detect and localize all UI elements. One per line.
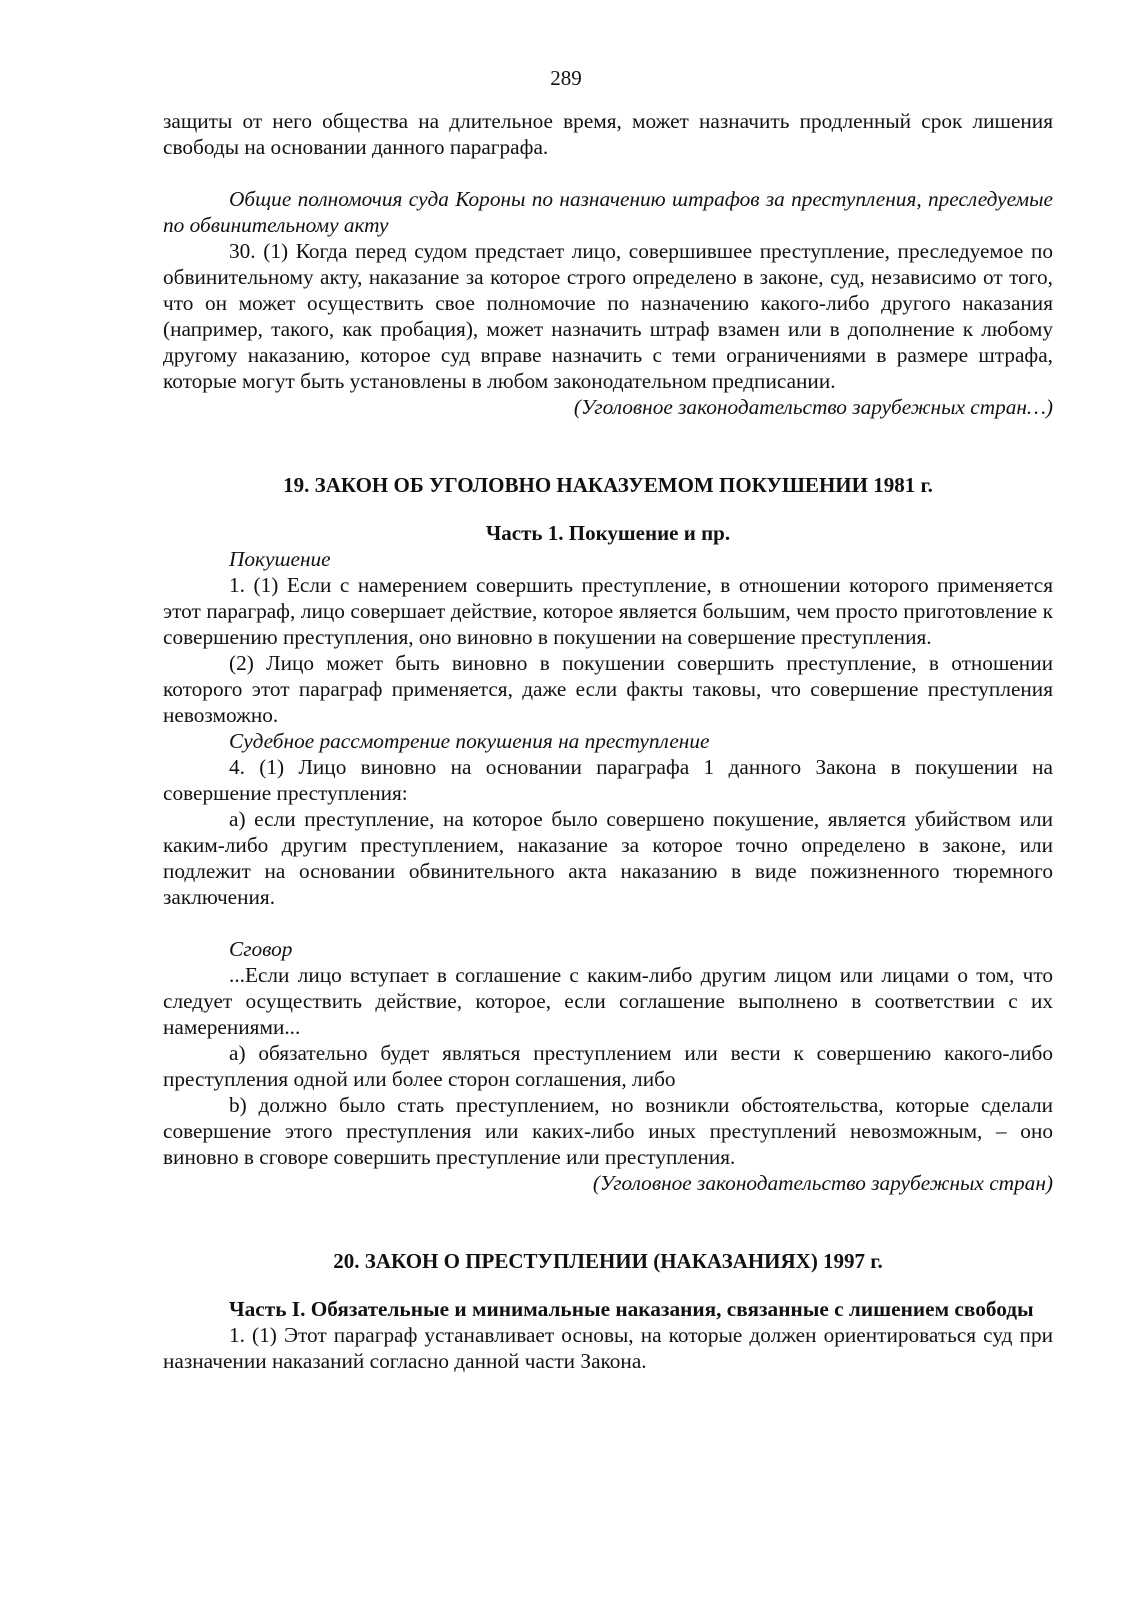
paragraph-30: 30. (1) Когда перед судом предстает лицо, совершившее преступление, преследуемое по обвинительному акту, наказание за которое строго определено в законе, суд, независимо от того, что он может осуществить свое полномочие по назначению какого-либо другого наказания (например, такого, как пробация), может назначить штраф взамен или в дополнение к любому другому наказанию, которое суд вправе назначить с теми ограничениями в размере штрафа, которые могут быть установлены в любом законодательном предписании.: [163, 239, 1053, 393]
paragraph-1-1: 1. (1) Если с намерением совершить преступление, в отношении которого применяется этот параграф, лицо совершает действие, которое является большим, чем просто приготовление к совершению преступления, оно виновно в покушении на совершение преступления.: [163, 573, 1053, 649]
heading-attempt: Покушение: [229, 547, 331, 571]
heading-conspiracy: Сговор: [229, 937, 293, 961]
heading-part-1: Часть 1. Покушение и пр.: [485, 521, 731, 545]
paragraph-4-a: a) если преступление, на которое было совершено покушение, является убийством или каким-либо другим преступлением, наказание за которое точно определено в законе, или подлежит на основании обвинительного акта наказанию в виде пожизненного тюремного заключения.: [163, 807, 1053, 909]
source-citation-2: (Уголовное законодательство зарубежных стран): [592, 1171, 1053, 1195]
paragraph-final: 1. (1) Этот параграф устанавливает основы, на которые должен ориентироваться суд при назначении наказаний согласно данной части Закона.: [163, 1323, 1053, 1373]
paragraph-conspiracy-b: b) должно было стать преступлением, но возникли обстоятельства, которые сделали совершение этого преступления или каких-либо иных преступлений невозможным, – оно виновно в сговоре совершить преступление или преступления.: [163, 1093, 1053, 1169]
heading-crown-court-powers: Общие полномочия суда Короны по назначению штрафов за преступления, преследуемые по обвинительному акту: [163, 187, 1053, 237]
paragraph-intro: защиты от него общества на длительное время, может назначить продленный срок лишения свободы на основании данного параграфа.: [163, 109, 1053, 159]
paragraph-conspiracy: ...Если лицо вступает в соглашение с каким-либо другим лицом или лицами о том, что следует осуществить действие, которое, если соглашение выполнено в соответствии с их намерениями...: [163, 963, 1053, 1039]
heading-law-19: 19. ЗАКОН ОБ УГОЛОВНО НАКАЗУЕМОМ ПОКУШЕНИИ 1981 г.: [283, 473, 933, 497]
heading-law-20: 20. ЗАКОН О ПРЕСТУПЛЕНИИ (НАКАЗАНИЯХ) 1997 г.: [333, 1249, 883, 1273]
paragraph-1-2: (2) Лицо может быть виновно в покушении совершить преступление, в отношении которого этот параграф применяется, даже если факты таковы, что совершение преступления невозможно.: [163, 651, 1053, 727]
paragraph-conspiracy-a: a) обязательно будет являться преступлением или вести к совершению какого-либо преступления одной или более сторон соглашения, либо: [163, 1041, 1053, 1091]
source-citation-1: (Уголовное законодательство зарубежных стран…): [573, 395, 1053, 419]
heading-part-I: Часть I. Обязательные и минимальные наказания, связанные с лишением свободы: [229, 1297, 1034, 1321]
paragraph-4-1: 4. (1) Лицо виновно на основании параграфа 1 данного Закона в покушении на совершение преступления:: [163, 755, 1053, 805]
heading-trial-of-attempt: Судебное рассмотрение покушения на преступление: [229, 729, 710, 753]
page-number: 289: [550, 66, 582, 90]
page-content: [163, 108, 1053, 1374]
